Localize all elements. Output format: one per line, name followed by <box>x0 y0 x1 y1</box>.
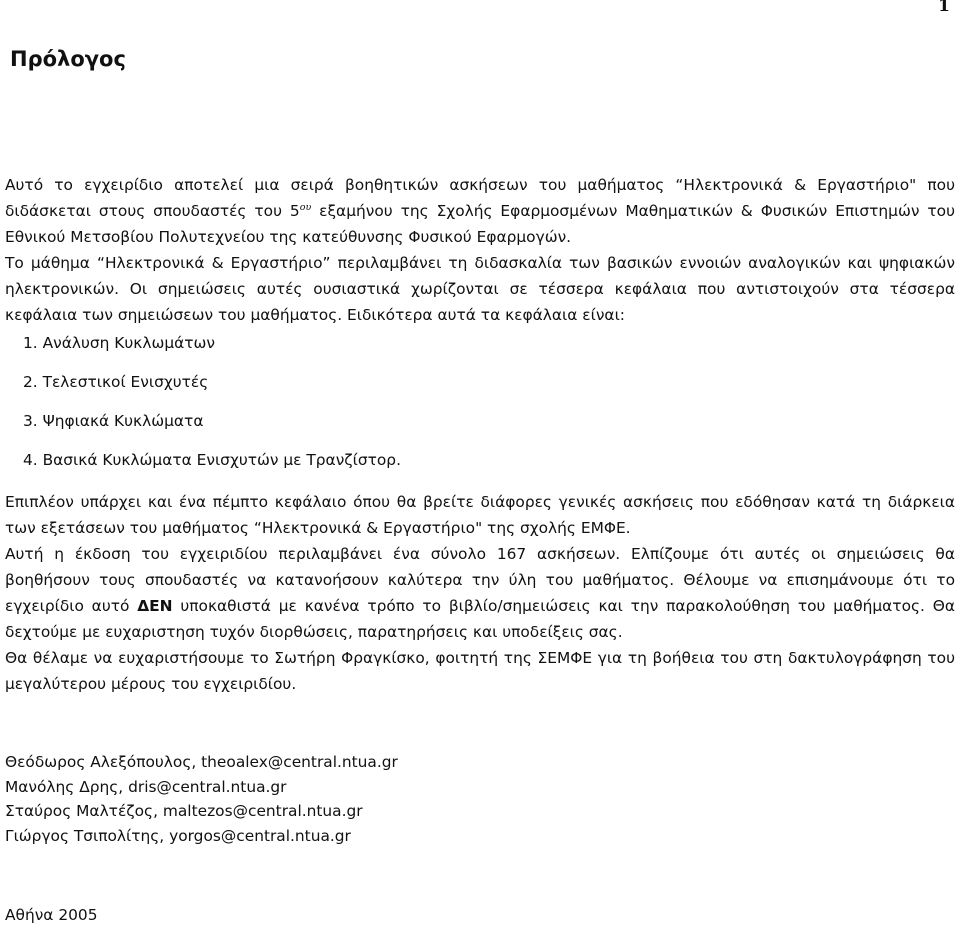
place-date: Αθήνα 2005 <box>5 906 98 924</box>
count-text-before: Αυτή η έκδοση του εγχειριδίου περιλαμβάνει ένα σύνολο 167 ασκήσεων. Ελπίζουμε ότι αυτές οι σημειώσεις θα βοηθήσουν τους σπουδαστές να κατανοήσουν καλύτερα την ύλη του μαθήματος. Θέλουμε να επισημάνουμε ότι το εγχειρίδιο αυτό <box>5 545 955 615</box>
chapter-item: 4. Βασικά Κυκλώματα Ενισχυτών με Τρανζίστορ. <box>23 451 401 469</box>
semester-suffix: ου <box>299 201 312 213</box>
author-line: Θεόδωρος Αλεξόπουλος, theoalex@central.ntua.gr <box>5 753 398 771</box>
count-text-after: υποκαθιστά με κανένα τρόπο το βιβλίο/σημειώσεις και την παρακολούθηση του μαθήματος. Θα δεχτούμε με ευχαριστηση τυχόν διορθώσεις, παρατηρήσεις και υποδείξεις σας. <box>5 597 955 641</box>
intro-text-3: Το μάθημα “Ηλεκτρονικά & Εργαστήριο” περιλαμβάνει τη διδασκαλία των βασικών εννοιών αναλογικών και ψηφιακών ηλεκτρονικών. Οι σημειώσεις αυτές ουσιαστικά χωρίζονται σε τέσσερα κεφάλαια που αντιστοιχούν στα τέσσερα κεφάλαια των σημειώσεων του μαθήματος. Ειδικότερα αυτά τα κεφάλαια είναι: <box>5 254 955 324</box>
preface-body <box>5 172 955 697</box>
author-line: Σταύρος Μαλτέζος, maltezos@central.ntua.gr <box>5 802 363 820</box>
intro-text-1: Αυτό το εγχειρίδιο αποτελεί μια σειρά βοηθητικών ασκήσεων του μαθήματος “Ηλεκτρονικά & Εργαστήριο" που διδάσκεται στους σπουδαστές του <box>5 176 955 220</box>
intro-paragraph <box>5 172 955 328</box>
intro-text-2: εξαμήνου της Σχολής Εφαρμοσμένων Μαθηματικών & Φυσικών Επιστημών του Εθνικού Μετσοβίου Πολυτεχνείου της κατεύθυνσης Φυσικού Εφαρμογών. <box>5 202 955 246</box>
author-list <box>5 750 398 848</box>
page-title: Πρόλογος <box>10 47 126 71</box>
thanks-paragraph: Θα θέλαμε να ευχαριστήσουμε το Σωτήρη Φραγκίσκο, φοιτητή της ΣΕΜΦΕ για τη βοήθεια του στη δακτυλογράφηση του μεγαλύτερου μέρους του εγχειριδίου. <box>5 649 955 693</box>
semester-number: 5 <box>289 202 300 220</box>
author-line: Μανόλης Δρης, dris@central.ntua.gr <box>5 777 287 796</box>
chapter-item: 1. Ανάλυση Κυκλωμάτων <box>23 334 216 352</box>
emphasis-den: ΔΕΝ <box>137 597 173 615</box>
exercise-count-paragraph <box>5 541 955 645</box>
chapter-list <box>5 333 955 489</box>
extra-chapter-paragraph: Επιπλέον υπάρχει και ένα πέμπτο κεφάλαιο όπου θα βρείτε διάφορες γενικές ασκήσεις που εδόθησαν κατά τη διάρκεια των εξετάσεων του μαθήματος “Ηλεκτρονικά & Εργαστήριο" της σχολής ΕΜΦΕ. <box>5 493 955 537</box>
chapter-item: 2. Τελεστικοί Ενισχυτές <box>23 373 209 391</box>
page-number: 1 <box>938 0 950 16</box>
chapter-item: 3. Ψηφιακά Κυκλώματα <box>23 412 204 430</box>
author-line: Γιώργος Τσιπολίτης, yorgos@central.ntua.gr <box>5 826 351 845</box>
